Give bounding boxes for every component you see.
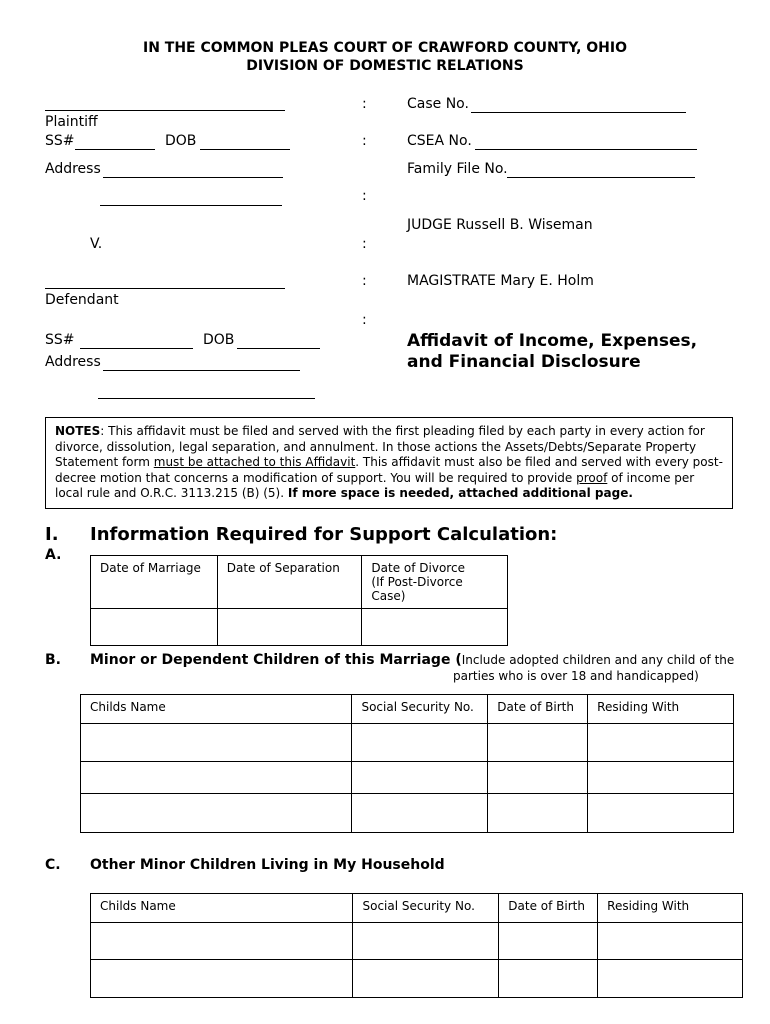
residing-with-header: Residing With [588, 695, 734, 724]
table-cell[interactable] [499, 960, 598, 998]
date-of-divorce-header: Date of Divorce (If Post-Divorce Case) [362, 556, 508, 609]
defendant-dob-field[interactable] [237, 348, 320, 349]
plaintiff-dob-field[interactable] [200, 149, 290, 150]
case-no-label: Case No. [407, 96, 469, 112]
plaintiff-dob-label: DOB [165, 133, 197, 149]
residing-with-header: Residing With [598, 894, 743, 923]
childs-name-header: Childs Name [91, 894, 353, 923]
family-file-field[interactable] [507, 177, 695, 178]
defendant-address-field[interactable] [103, 370, 300, 371]
section-c-letter: C. [45, 857, 61, 873]
table-cell[interactable] [488, 794, 588, 833]
date-of-marriage-header: Date of Marriage [91, 556, 218, 609]
plaintiff-address-field-2[interactable] [100, 205, 282, 206]
table-cell[interactable] [499, 923, 598, 960]
social-security-header: Social Security No. [353, 894, 499, 923]
date-of-marriage-cell[interactable] [91, 609, 218, 646]
social-security-header: Social Security No. [352, 695, 488, 724]
csea-no-field[interactable] [475, 149, 697, 150]
plaintiff-name-field[interactable] [45, 110, 285, 111]
household-children-table [90, 893, 743, 998]
table-cell[interactable] [81, 724, 352, 762]
notes-underlined-text: must be attached to this Affidavit [153, 455, 356, 469]
notes-proof-text: proof [576, 470, 608, 485]
table-cell[interactable] [353, 960, 499, 998]
caption-colon: : [362, 273, 367, 289]
table-cell[interactable] [352, 762, 488, 794]
section-b-note: parties who is over 18 and handicapped) [453, 669, 699, 683]
judge-name: JUDGE Russell B. Wiseman [407, 217, 593, 233]
table-cell[interactable] [352, 794, 488, 833]
defendant-dob-label: DOB [203, 332, 235, 348]
date-of-separation-header: Date of Separation [217, 556, 362, 609]
date-of-birth-header: Date of Birth [488, 695, 588, 724]
notes-bold-text: If more space is needed, attached additional page. [287, 486, 633, 500]
plaintiff-address-field[interactable] [103, 177, 283, 178]
date-of-birth-header: Date of Birth [499, 894, 598, 923]
table-cell[interactable] [91, 923, 353, 960]
table-cell[interactable] [588, 794, 734, 833]
csea-no-label: CSEA No. [407, 133, 472, 149]
date-of-divorce-cell[interactable] [362, 609, 508, 646]
section-b-letter: B. [45, 652, 61, 668]
notes-text: . This affidavit must also be filed and served with every post-decree motion that concerns a modification of support. You will be required to provide [55, 455, 723, 485]
section-number: I. [45, 524, 59, 545]
table-cell[interactable] [91, 960, 353, 998]
table-cell[interactable] [81, 794, 352, 833]
notes-text: of income per local rule and O.R.C. 3113.215 (B) (5). [55, 470, 695, 500]
children-of-marriage-table [80, 694, 734, 833]
form-title-line2: and Financial Disclosure [407, 352, 641, 372]
plaintiff-address-label: Address [45, 161, 101, 177]
section-a-letter: A. [45, 547, 62, 563]
defendant-label: Defendant [45, 292, 119, 308]
table-cell[interactable] [488, 724, 588, 762]
caption-colon: : [362, 133, 367, 149]
versus-label: V. [90, 236, 103, 252]
table-cell[interactable] [588, 762, 734, 794]
defendant-address-label: Address [45, 354, 101, 370]
form-title-line1: Affidavit of Income, Expenses, [407, 331, 698, 351]
defendant-ss-label: SS# [45, 332, 75, 348]
case-no-field[interactable] [471, 112, 686, 113]
table-cell[interactable] [488, 762, 588, 794]
caption-colon: : [362, 312, 367, 328]
division-title: DIVISION OF DOMESTIC RELATIONS [246, 58, 524, 74]
table-cell[interactable] [598, 960, 743, 998]
table-cell[interactable] [352, 724, 488, 762]
magistrate-name: MAGISTRATE Mary E. Holm [407, 273, 594, 289]
marriage-dates-table [90, 555, 508, 646]
section-c-title: Other Minor Children Living in My Household [90, 857, 445, 873]
court-title: IN THE COMMON PLEAS COURT OF CRAWFORD COUNTY, OHIO [142, 40, 628, 56]
caption-colon: : [362, 96, 367, 112]
plaintiff-ss-field[interactable] [75, 149, 155, 150]
plaintiff-label: Plaintiff [45, 114, 98, 130]
section-b-title: Minor or Dependent Children of this Marriage (Include adopted children and any child of the [90, 652, 735, 668]
defendant-ss-field[interactable] [80, 348, 193, 349]
caption-colon: : [362, 188, 367, 204]
table-cell[interactable] [81, 762, 352, 794]
defendant-address-field-2[interactable] [98, 398, 315, 399]
notes-label: NOTES [55, 424, 101, 438]
date-of-separation-cell[interactable] [217, 609, 362, 646]
notes-text: : This affidavit must be filed and served with the first pleading filed by each party in every action for divorce, dissolution, legal separation, and annulment. In those actions the Assets/Debts/Separate Property Statement form [55, 424, 705, 469]
table-cell[interactable] [353, 923, 499, 960]
notes-box [45, 417, 733, 509]
section-title: Information Required for Support Calculation: [90, 524, 558, 545]
childs-name-header: Childs Name [81, 695, 352, 724]
table-cell[interactable] [588, 724, 734, 762]
plaintiff-ss-label: SS# [45, 133, 75, 149]
table-cell[interactable] [598, 923, 743, 960]
caption-colon: : [362, 236, 367, 252]
family-file-label: Family File No. [407, 161, 508, 177]
defendant-name-field[interactable] [45, 288, 285, 289]
